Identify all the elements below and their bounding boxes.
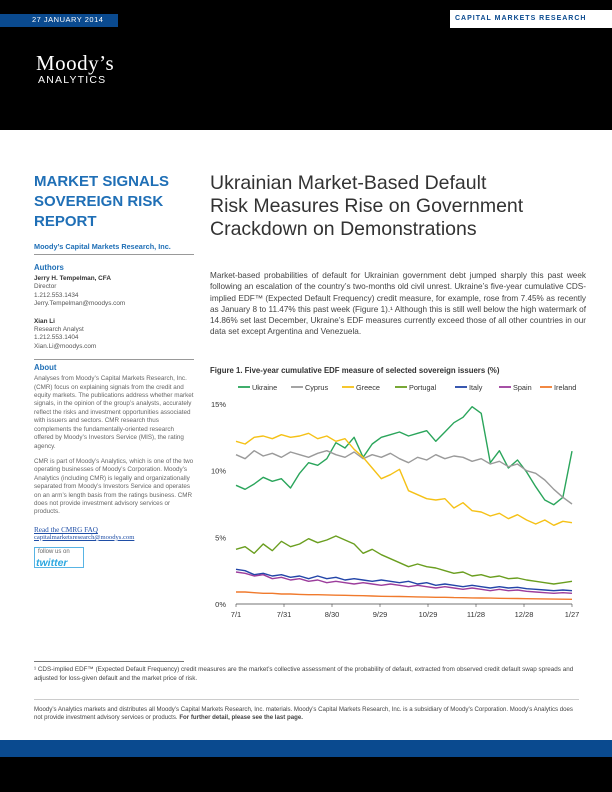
main-content — [210, 172, 586, 337]
sidebar — [34, 172, 194, 568]
x-tick-label: 10/29 — [418, 610, 438, 619]
author-email[interactable]: Xian.Li@moodys.com — [34, 342, 97, 350]
contact-email-link[interactable]: capitalmarketsresearch@moodys.com — [34, 533, 135, 541]
legend-label: Portugal — [409, 383, 437, 392]
legend-label: Greece — [356, 383, 380, 392]
faq-link[interactable]: Read the CMRG FAQ — [34, 525, 98, 534]
x-tick-label: 7/1 — [230, 610, 242, 619]
legend-label: Cyprus — [305, 383, 329, 392]
top-banner — [0, 0, 612, 130]
legend-label: Italy — [469, 383, 483, 392]
divider — [34, 359, 194, 360]
x-tick-label: 8/30 — [324, 610, 340, 619]
series-line-ukraine — [236, 407, 572, 505]
author-block — [34, 275, 194, 309]
series-title-line: REPORT — [34, 213, 97, 230]
about-paragraph: CMR is part of Moody’s Analytics, which is one of the two operating businesses of Moody’s Corporation. Moody’s Analytics (including CMR) is legally and organizationally separated from Moody’s Investors Service and operates on an arm’s length basis from the ratings business. CMR does not provide investment advisory services or products. — [34, 457, 194, 516]
publisher-name: Moody’s Capital Markets Research, Inc. — [34, 242, 194, 255]
headline-line: Ukrainian Market-Based Default — [210, 172, 487, 194]
series-line-greece — [236, 433, 572, 525]
author-block — [34, 318, 194, 352]
y-tick-label: 5% — [215, 533, 226, 543]
footer-strip — [0, 757, 612, 792]
follow-label: follow us on — [38, 548, 70, 555]
series-title-line: MARKET SIGNALS — [34, 173, 169, 190]
footnote-rule — [34, 661, 184, 662]
legal-rule — [34, 699, 579, 700]
y-tick-label: 15% — [210, 400, 226, 409]
series-title — [34, 172, 194, 232]
legal-bold-text: For further detail, please see the last page. — [179, 714, 303, 722]
series-line-ireland — [236, 592, 572, 599]
legend-label: Spain — [513, 383, 532, 392]
section-label: CAPITAL MARKETS RESEARCH — [455, 15, 587, 22]
chart-svg — [210, 378, 586, 623]
legend-label: Ireland — [554, 383, 577, 392]
headline — [210, 172, 530, 241]
author-role: Director — [34, 283, 57, 291]
legal-text: Moody’s Analytics markets and distributes all Moody’s Capital Markets Research, Inc. materials. Moody’s Capital Markets Research, Inc. is a subsidiary of Moody’s Corporation. Moody’s Analytics does not provide investment advisory services or products. — [34, 706, 573, 722]
series-line-cyprus — [236, 451, 572, 504]
authors-heading: Authors — [34, 263, 64, 272]
moodys-logo-text: Moody’s — [36, 51, 115, 75]
x-tick-label: 11/28 — [466, 610, 486, 619]
twitter-follow-button[interactable] — [34, 547, 84, 568]
analytics-logo-text: ANALYTICS — [38, 74, 107, 86]
about-paragraph: Analyses from Moody’s Capital Markets Research, Inc. (CMR) focus on explaining signals from the credit and equity markets. The publications address whether market signals, in the opinion of the group’s analysts, accurately reflect the risks and investment opportunities associated with issuers and sectors. CMR research thus complements the fundamentally-oriented research offered by Moody’s Investors Service (MIS), the rating agency. — [34, 375, 194, 450]
headline-line: Risk Measures Rise on Government — [210, 195, 524, 217]
twitter-icon: twitter — [36, 556, 68, 569]
x-tick-label: 12/28 — [514, 610, 534, 619]
series-title-line: SOVEREIGN RISK — [34, 193, 164, 210]
author-email[interactable]: Jerry.Tempelman@moodys.com — [34, 300, 126, 308]
edf-line-chart — [210, 378, 586, 623]
x-tick-label: 9/29 — [372, 610, 388, 619]
headline-line: Crackdown on Demonstrations — [210, 218, 477, 240]
intro-paragraph: Market-based probabilities of default for Ukrainian government debt jumped sharply this past week following an escalation of the country’s two-months old civil unrest. Ukraine’s five-year cumulative CDS-implied EDF™ (Expected Default Frequency) credit measure, for example, rose from 7.45% as recently as January 8 to 11.47% this past week (Figure 1).¹ Although this is still well below the high watermark of 14.86% set last December, Ukraine’s EDF measures currently exceed those of all other countries in our data set except Argentina and Venezuela. — [210, 271, 586, 337]
legend-label: Ukraine — [252, 383, 278, 392]
author-role: Research Analyst — [34, 326, 84, 334]
author-name: Xian Li — [34, 317, 55, 325]
series-line-italy — [236, 569, 572, 590]
legal-notice — [34, 706, 579, 723]
about-heading: About — [34, 363, 57, 373]
author-phone: 1.212.553.1404 — [34, 334, 79, 342]
y-tick-label: 10% — [210, 466, 226, 476]
footnote: ¹ CDS-implied EDF™ (Expected Default Frequency) credit measures are the market’s collective assessment of the probability of default, extracted from observed credit default swap spreads and adjusted for loss-given default and the market price of risk. — [34, 666, 574, 682]
x-tick-label: 1/27 — [564, 610, 580, 619]
figure-title: Figure 1. Five-year cumulative EDF measure of selected sovereign issuers (%) — [210, 366, 500, 375]
footer-bar — [0, 740, 612, 757]
x-tick-label: 7/31 — [276, 610, 292, 619]
author-name: Jerry H. Tempelman, CFA — [34, 275, 111, 282]
report-date: 27 JANUARY 2014 — [32, 15, 104, 24]
author-phone: 1.212.553.1434 — [34, 291, 79, 299]
y-tick-label: 0% — [215, 600, 226, 609]
